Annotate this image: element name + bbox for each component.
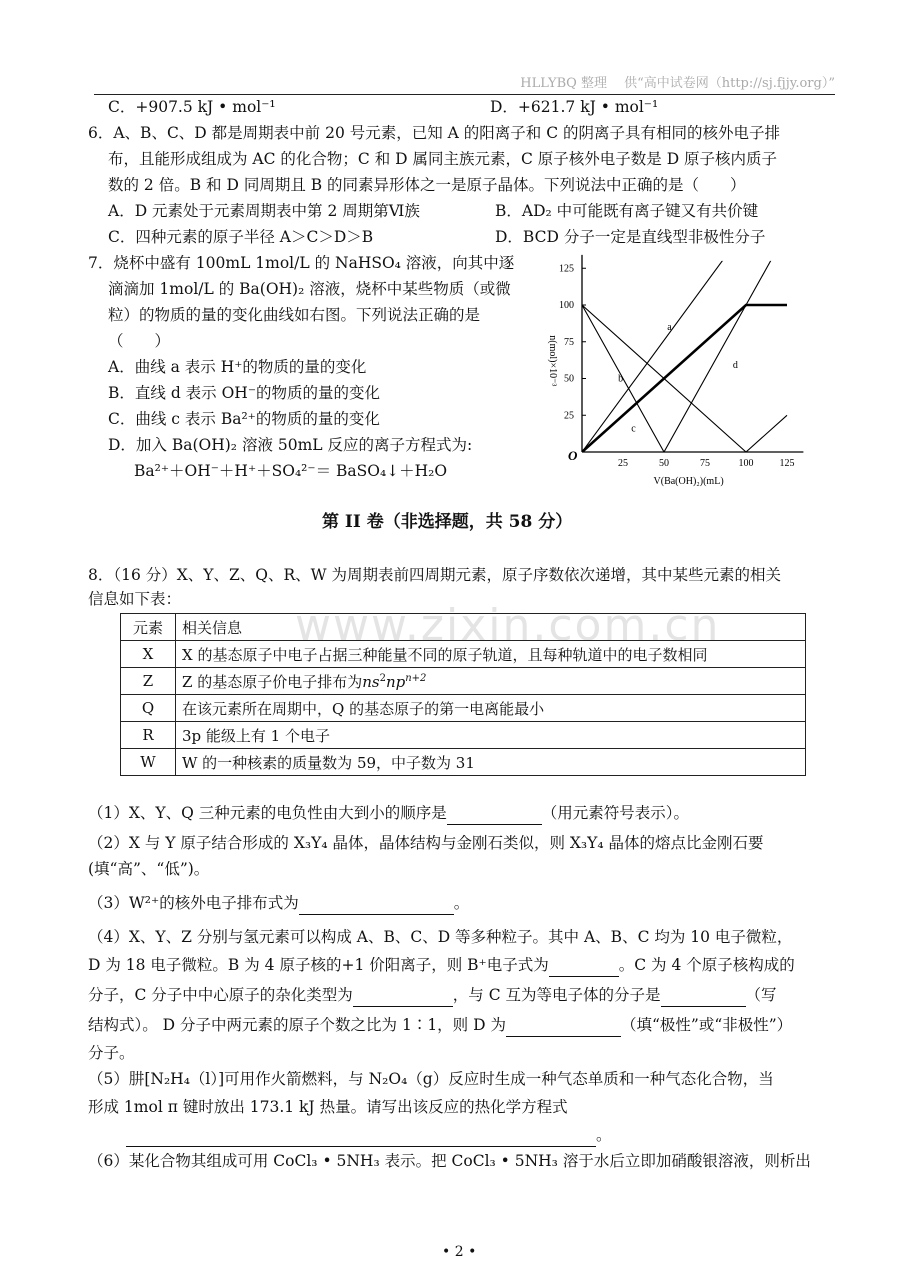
x-tick-label: 100 bbox=[738, 458, 754, 469]
table-row bbox=[121, 695, 806, 722]
page-header-source: HLLYBQ 整理 供“高中试卷网（http://sj.fjjy.org）” bbox=[520, 76, 835, 91]
y-tick-label: 50 bbox=[564, 373, 574, 385]
q6-option-b: B．AD₂ 中可能既有离子键又有共价键 bbox=[495, 202, 759, 220]
table-header-info: 相关信息 bbox=[176, 614, 806, 641]
series-label-b: b bbox=[618, 373, 624, 385]
q5-option-d: D．+621.7 kJ • mol⁻¹ bbox=[490, 98, 659, 116]
q7-option-c: C．曲线 c 表示 Ba²⁺的物质的量的变化 bbox=[108, 410, 380, 428]
q8-part5-line3: 。 bbox=[126, 1124, 612, 1147]
table-cell-element: Z bbox=[121, 668, 176, 695]
q8-part4-line5: 分子。 bbox=[88, 1044, 135, 1062]
table-row bbox=[121, 749, 806, 776]
series-label-c: c bbox=[631, 423, 636, 435]
z-formula-s-sup: 2 bbox=[379, 672, 386, 684]
answer-blank-4c[interactable] bbox=[661, 984, 746, 1007]
series-line-d bbox=[582, 252, 787, 452]
origin-label: O bbox=[568, 448, 578, 463]
table-cell-info: W 的一种核素的质量数为 59，中子数为 31 bbox=[176, 749, 806, 776]
q8-part2-line2: (填“高”、“低”)。 bbox=[88, 860, 210, 878]
table-row bbox=[121, 668, 806, 695]
q8-part2-line1: （2）X 与 Y 原子结合形成的 X₃Y₄ 晶体，晶体结构与金刚石类似，则 X₃Y₄ 晶体的熔点比金刚石要 bbox=[88, 834, 764, 852]
section-2-title: 第 II 卷（非选择题，共 58 分） bbox=[322, 512, 573, 532]
q8-part4-line2: D 为 18 电子微粒。B 为 4 原子核的+1 价阳离子，则 B⁺电子式为 。C 为 4 个原子核构成的 bbox=[88, 954, 795, 977]
y-tick-label: 100 bbox=[559, 300, 574, 311]
y-tick-label: 125 bbox=[559, 263, 574, 275]
q8-part4-line1: （4）X、Y、Z 分别与氢元素可以构成 A、B、C、D 等多种粒子。其中 A、B、C 均为 10 电子微粒， bbox=[88, 928, 793, 946]
x-axis-label: V(Ba(OH)₂)(mL) bbox=[653, 476, 724, 487]
series-line-b bbox=[582, 252, 787, 452]
q6-stem-line2: 布，且能形成组成为 AC 的化合物；C 和 D 属同主族元素，C 原子核外电子数是 D 原子核内质子 bbox=[108, 150, 778, 168]
series-line-a bbox=[582, 305, 787, 452]
table-cell-element: W bbox=[121, 749, 176, 776]
table-cell-element: R bbox=[121, 722, 176, 749]
table-row bbox=[121, 722, 806, 749]
q6-option-a: A．D 元素处于元素周期表中第 2 周期第Ⅵ族 bbox=[108, 202, 420, 220]
answer-blank-4b[interactable] bbox=[353, 984, 453, 1007]
table-cell-info: 3p 能级上有 1 个电子 bbox=[176, 722, 806, 749]
table-header-row bbox=[121, 614, 806, 641]
q6-option-d: D．BCD 分子一定是直线型非极性分子 bbox=[495, 228, 766, 246]
q8-part6-line1: （6）某化合物其组成可用 CoCl₃ • 5NH₃ 表示。把 CoCl₃ • 5NH₃ 溶于水后立即加硝酸银溶液，则析出 bbox=[88, 1152, 811, 1170]
y-axis-label: n(mol)×10⁻³ bbox=[547, 335, 558, 387]
x-tick-label: 75 bbox=[700, 458, 710, 469]
table-header-element: 元素 bbox=[121, 614, 176, 641]
q5-option-c: C．+907.5 kJ • mol⁻¹ bbox=[108, 98, 276, 116]
table-cell-element: Q bbox=[121, 695, 176, 722]
q7-stem-line2: 滴滴加 1mol/L 的 Ba(OH)₂ 溶液，烧杯中某些物质（或微 bbox=[108, 280, 511, 298]
watermark: www.zixin.com.cn bbox=[295, 600, 721, 651]
table-cell-info: 在该元素所在周期中，Q 的基态原子的第一电离能最小 bbox=[176, 695, 806, 722]
q6-stem-line3: 数的 2 倍。B 和 D 同周期且 B 的同素异形体之一是原子晶体。下列说法中正确的是（ ） bbox=[108, 176, 746, 194]
q8-part5-line1: （5）肼[N₂H₄（l）]可用作火箭燃料，与 N₂O₄（g）反应时生成一种气态单质和一种气态化合物，当 bbox=[88, 1070, 774, 1088]
series-label-d: d bbox=[732, 360, 738, 372]
table-cell-info: X 的基态原子中电子占据三种能量不同的原子轨道，且每种轨道中的电子数相同 bbox=[176, 641, 806, 668]
x-tick-label: 125 bbox=[779, 458, 795, 469]
q7-stem-line4: （ ） bbox=[108, 332, 171, 350]
q6-option-c: C．四种元素的原子半径 A＞C＞D＞B bbox=[108, 228, 374, 246]
series-label-a: a bbox=[667, 321, 672, 333]
table-cell-info bbox=[176, 668, 806, 695]
element-info-table bbox=[120, 613, 806, 776]
header-rule bbox=[94, 94, 835, 95]
answer-blank-4a[interactable] bbox=[549, 954, 619, 977]
q8-part3: （3）W²⁺的核外电子排布式为 。 bbox=[88, 892, 469, 915]
answer-blank-4d[interactable] bbox=[506, 1014, 621, 1037]
table-row bbox=[121, 641, 806, 668]
y-tick-label: 75 bbox=[564, 336, 574, 348]
q8-stem-line1: 8．（16 分）X、Y、Z、Q、R、W 为周期表前四周期元素，原子序数依次递增，其中某些元素的相关 bbox=[88, 566, 782, 584]
q8-part5-line2: 形成 1mol π 键时放出 173.1 kJ 热量。请写出该反应的热化学方程式 bbox=[88, 1098, 568, 1116]
z-formula-ns: ns bbox=[362, 672, 380, 691]
x-tick-label: 50 bbox=[659, 458, 669, 469]
q7-stem-line3: 粒）的物质的量的变化曲线如右图。下列说法正确的是 bbox=[108, 306, 481, 324]
q8-part4-line4: 结构式）。 D 分子中两元素的原子个数之比为 1∶1，则 D 为 （填“极性”或“非极性”） bbox=[88, 1014, 792, 1037]
y-tick-label: 25 bbox=[564, 410, 574, 422]
q7-option-d-equation: Ba²⁺＋OH⁻＋H⁺＋SO₄²⁻＝ BaSO₄↓＋H₂O bbox=[134, 462, 448, 480]
series-line-c bbox=[582, 305, 787, 452]
q8-stem-line2: 信息如下表： bbox=[88, 590, 182, 608]
q7-chart bbox=[530, 252, 810, 492]
x-tick-label: 25 bbox=[618, 458, 628, 469]
page-number: • 2 • bbox=[442, 1244, 477, 1260]
z-info-text: Z 的基态原子价电子排布为 bbox=[182, 672, 363, 691]
q7-option-d: D．加入 Ba(OH)₂ 溶液 50mL 反应的离子方程式为: bbox=[108, 436, 473, 454]
q8-part1: （1）X、Y、Q 三种元素的电负性由大到小的顺序是 （用元素符号表示）。 bbox=[88, 802, 689, 825]
q7-option-b: B．直线 d 表示 OH⁻的物质的量的变化 bbox=[108, 384, 381, 402]
q8-part4-line3: 分子，C 分子中中心原子的杂化类型为 ，与 C 互为等电子体的分子是 （写 bbox=[88, 984, 777, 1007]
z-formula-np: np bbox=[385, 672, 406, 691]
table-cell-element: X bbox=[121, 641, 176, 668]
q6-stem-line1: 6．A、B、C、D 都是周期表中前 20 号元素，已知 A 的阳离子和 C 的阴离子具有相同的核外电子排 bbox=[88, 124, 781, 142]
z-formula-p-sup: n+2 bbox=[405, 672, 427, 684]
q7-stem-line1: 7．烧杯中盛有 100mL 1mol/L 的 NaHSO₄ 溶液，向其中逐 bbox=[88, 254, 515, 272]
q7-option-a: A．曲线 a 表示 H⁺的物质的量的变化 bbox=[108, 358, 367, 376]
answer-blank-3[interactable] bbox=[299, 892, 454, 915]
answer-blank-1[interactable] bbox=[447, 802, 542, 825]
answer-blank-5[interactable] bbox=[126, 1124, 596, 1147]
